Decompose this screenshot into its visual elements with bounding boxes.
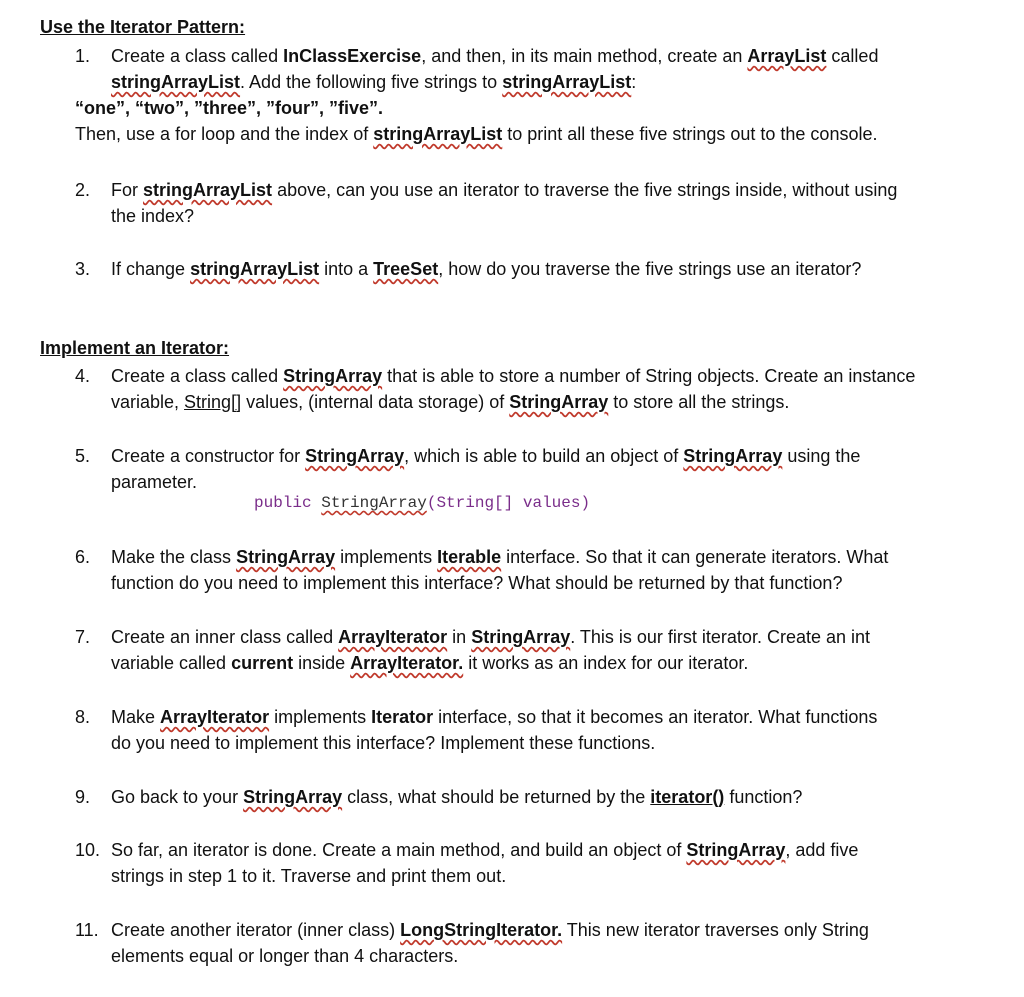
item-line: “one”, “two”, ”three”, ”four”, ”five”. <box>75 98 384 118</box>
item-number: 1. <box>75 46 91 66</box>
section-heading-implement-iterator: Implement an Iterator: <box>40 338 230 358</box>
item-line: the index? <box>111 206 195 226</box>
item-line: If change stringArrayList into a TreeSet, how do you traverse the five strings use an iterator? <box>111 259 862 279</box>
item-number: 8. <box>75 707 91 727</box>
item-line: function do you need to implement this interface? What should be returned by that function? <box>111 573 843 593</box>
code-snippet: public StringArray(String[] values) <box>254 494 591 512</box>
item-line: Then, use a for loop and the index of stringArrayList to print all these five strings out to the console. <box>75 124 878 144</box>
item-number: 7. <box>75 627 91 647</box>
item-line: parameter. <box>111 472 198 492</box>
item-line: variable called current inside ArrayIterator. it works as an index for our iterator. <box>111 653 749 673</box>
item-number: 10. <box>75 840 101 860</box>
item-line: Make the class StringArray implements Iterable interface. So that it can generate iterators. What <box>111 547 889 567</box>
item-line: Create another iterator (inner class) LongStringIterator. This new iterator traverses only String <box>111 920 869 940</box>
item-line: Create a class called StringArray that is able to store a number of String objects. Create an instance <box>111 366 916 386</box>
item-line: strings in step 1 to it. Traverse and print them out. <box>111 866 507 886</box>
item-number: 9. <box>75 787 91 807</box>
item-line: do you need to implement this interface? Implement these functions. <box>111 733 656 753</box>
item-number: 11. <box>75 920 99 940</box>
item-line: Go back to your StringArray class, what should be returned by the iterator() function? <box>111 787 803 807</box>
item-line: Create a class called InClassExercise, and then, in its main method, create an ArrayList called <box>111 46 879 66</box>
item-line: stringArrayList. Add the following five strings to stringArrayList: <box>111 72 637 92</box>
item-number: 6. <box>75 547 91 567</box>
item-number: 2. <box>75 180 91 200</box>
item-line: Make ArrayIterator implements Iterator interface, so that it becomes an iterator. What functions <box>111 707 878 727</box>
item-line: Create an inner class called ArrayIterator in StringArray. This is our first iterator. Create an int <box>111 627 871 647</box>
item-line: So far, an iterator is done. Create a main method, and build an object of StringArray, add five <box>111 840 859 860</box>
item-line: For stringArrayList above, can you use an iterator to traverse the five strings inside, without using <box>111 180 898 200</box>
item-line: Create a constructor for StringArray, which is able to build an object of StringArray using the <box>111 446 861 466</box>
item-number: 5. <box>75 446 91 466</box>
item-number: 4. <box>75 366 91 386</box>
item-line: variable, String[] values, (internal data storage) of StringArray to store all the strings. <box>111 392 790 412</box>
item-number: 3. <box>75 259 91 279</box>
item-line: elements equal or longer than 4 characters. <box>111 946 459 966</box>
section-heading-iterator-pattern: Use the Iterator Pattern: <box>40 17 246 37</box>
